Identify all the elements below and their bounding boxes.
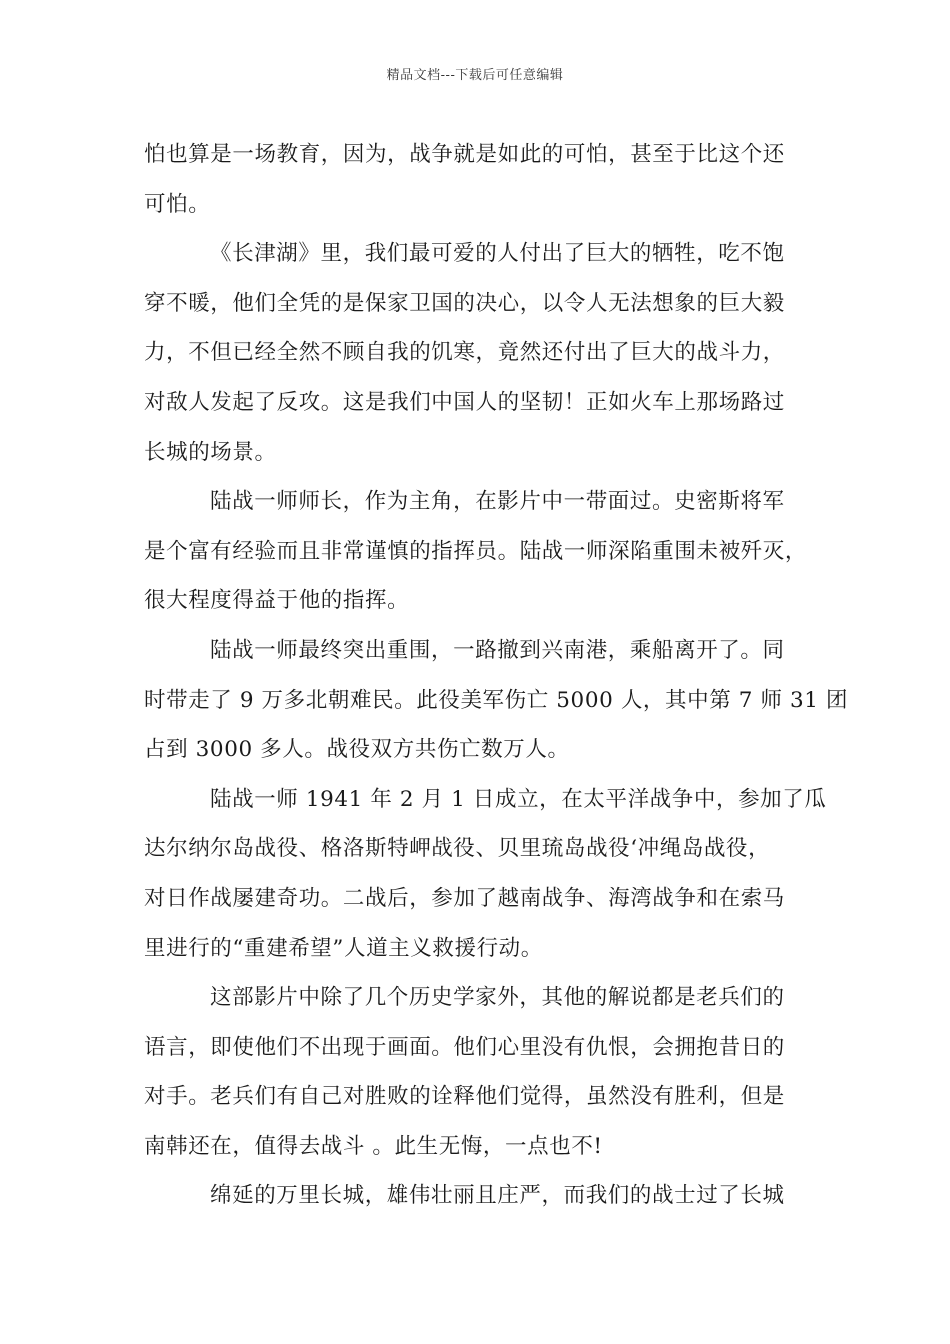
text-line: 《长津湖》里，我们最可爱的人付出了巨大的牺牲，吃不饱 [210,241,785,267]
text-line: 对日作战屡建奇功。二战后，参加了越南战争、海湾战争和在索马 [144,885,785,911]
text-line: 对手。老兵们有自己对胜败的诠释他们觉得，虽然没有胜利，但是 [144,1084,785,1110]
text-line: 是个富有经验而且非常谨慎的指挥员。陆战一师深陷重围未被歼灭， [144,538,808,564]
text-line: 时带走了 9 万多北朝难民。此役美军伤亡 5000 人，其中第 7 师 31 团 [144,687,849,713]
text-line: 陆战一师最终突出重围，一路撤到兴南港，乘船离开了。同 [210,637,785,663]
text-line: 可怕。 [144,191,211,217]
text-line: 长城的场景。 [144,439,277,465]
text-line: 南韩还在，值得去战斗 。此生无悔，一点也不! [144,1133,603,1159]
text-line: 占到 3000 多人。战役双方共伤亡数万人。 [144,737,570,763]
text-line: 达尔纳尔岛战役、格洛斯特岬战役、贝里琉岛战役‘冲绳岛战役， [144,836,771,862]
text-line: 力，不但已经全然不顾自我的饥寒，竟然还付出了巨大的战斗力， [144,340,785,366]
text-line: 这部影片中除了几个历史学家外，其他的解说都是老兵们的 [210,985,785,1011]
page-header: 精品文档---下载后可任意编辑 [386,68,564,83]
text-line: 很大程度得益于他的指挥。 [144,588,410,614]
text-line: 陆战一师师长，作为主角，在影片中一带面过。史密斯将军 [210,489,785,515]
text-line: 里进行的“重建希望”人道主义救援行动。 [144,935,543,961]
text-line: 陆战一师 1941 年 2 月 1 日成立，在太平洋战争中，参加了瓜 [210,786,827,812]
body-text [144,130,849,1221]
text-line: 怕也算是一场教育，因为，战争就是如此的可怕，甚至于比这个还 [144,142,785,167]
text-line: 对敌人发起了反攻。这是我们中国人的坚韧！正如火车上那场路过 [144,389,785,415]
text-line: 绵延的万里长城，雄伟壮丽且庄严，而我们的战士过了长城 [210,1183,785,1209]
text-line: 穿不暖，他们全凭的是保家卫国的决心，以令人无法想象的巨大毅 [144,290,785,316]
text-line: 语言，即使他们不出现于画面。他们心里没有仇恨，会拥抱昔日的 [144,1034,785,1060]
